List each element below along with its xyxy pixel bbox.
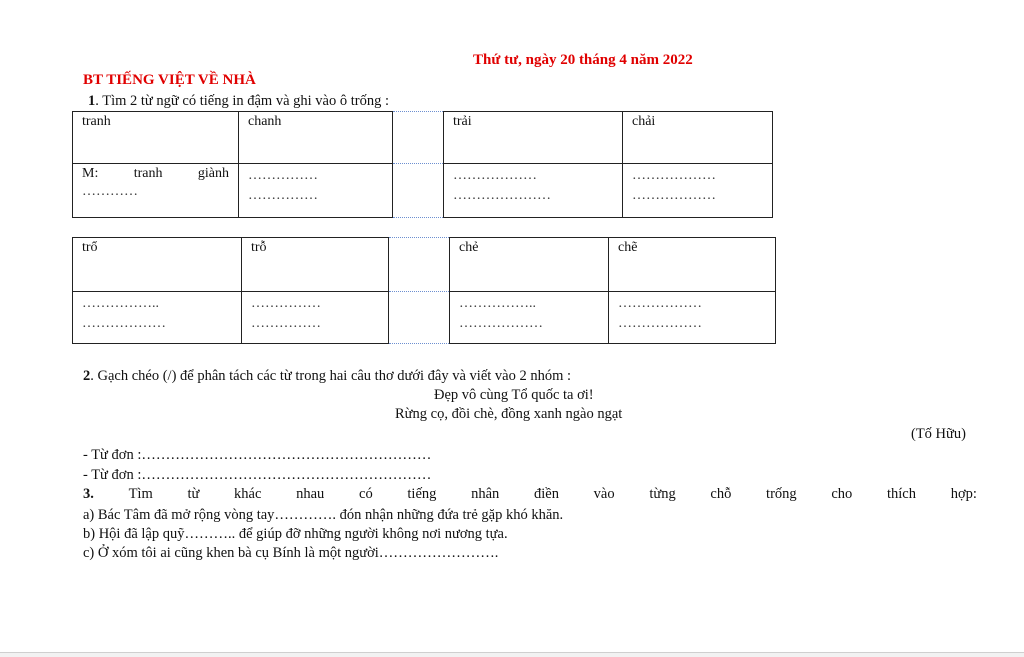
answer-blank[interactable]: ……………… — [453, 168, 537, 183]
table1-answer-cell — [623, 164, 773, 218]
poem-line-2: Rừng cọ, đồi chè, đồng xanh ngào ngạt — [395, 406, 623, 422]
table2-gap-cell — [389, 292, 450, 344]
table1-header-cell: chanh — [239, 112, 393, 164]
poem-line-1: Đẹp vô cùng Tổ quốc ta ơi! — [434, 387, 594, 403]
answer-blank[interactable]: ……………… — [618, 316, 702, 331]
question-3 — [83, 486, 977, 503]
question-1 — [88, 93, 389, 110]
table1-header-cell: tranh — [73, 112, 239, 164]
q3-word: trống — [766, 486, 797, 502]
answer-blank[interactable]: ……………… — [82, 316, 166, 331]
table2-answer-cell — [450, 292, 609, 344]
answer-blank[interactable]: …………… — [248, 168, 318, 183]
table1-answer-cell — [239, 164, 393, 218]
table2-header-cell: trỗ — [242, 238, 389, 292]
question-3a[interactable]: a) Bác Tâm đã mở rộng vòng tay…………. đón nhận những đứa trẻ gặp khó khăn. — [83, 507, 564, 523]
q3-word: cho — [831, 486, 853, 502]
q3-word: vào — [593, 486, 615, 502]
answer-blank[interactable]: ………… — [82, 184, 138, 199]
compound-word-line[interactable]: - Từ đơn :…………………………………………………… — [83, 467, 432, 483]
table1-gap-cell — [393, 164, 444, 218]
q3-word: Tìm — [128, 486, 153, 502]
q3-word: từng — [649, 486, 676, 502]
example-word: giành — [197, 166, 229, 181]
q3-word: có — [359, 486, 373, 502]
table1-example-cell — [73, 164, 239, 218]
q3-word: khác — [234, 486, 262, 502]
answer-blank[interactable]: …………….. — [82, 296, 159, 311]
q3-word: điền — [534, 486, 559, 502]
question-2-text: . Gạch chéo (/) để phân tách các từ trong hai câu thơ dưới đây và viết vào 2 nhóm : — [90, 368, 572, 384]
q3-word: thích — [887, 486, 916, 502]
single-word-line[interactable]: - Từ đơn :…………………………………………………… — [83, 447, 432, 463]
answer-blank[interactable]: …………… — [248, 188, 318, 203]
answer-blank[interactable]: ……………… — [632, 188, 716, 203]
question-2 — [83, 368, 571, 385]
table1-gap-cell — [393, 112, 444, 164]
table2-gap-cell — [389, 238, 450, 292]
question-3c[interactable]: c) Ở xóm tôi ai cũng khen bà cụ Bính là một người……………………. — [83, 545, 499, 561]
answer-blank[interactable]: …………… — [251, 296, 321, 311]
answer-blank[interactable]: …………….. — [459, 296, 536, 311]
table2-answer-cell — [242, 292, 389, 344]
q3-word: chỗ — [710, 486, 732, 502]
answer-blank[interactable]: ……………… — [618, 296, 702, 311]
answer-blank[interactable]: ……………… — [632, 168, 716, 183]
word-table-1 — [72, 111, 773, 218]
example-prefix: M: — [82, 166, 99, 181]
word-table-2 — [72, 237, 776, 344]
example-word: tranh — [133, 166, 163, 181]
answer-blank[interactable]: …………… — [251, 316, 321, 331]
table1-answer-cell — [444, 164, 623, 218]
homework-title: BT TIẾNG VIỆT VỀ NHÀ — [83, 72, 256, 88]
example-line — [82, 166, 229, 182]
q3-word: nhau — [296, 486, 325, 502]
poem-author: (Tố Hữu) — [911, 426, 966, 442]
q3-word: tiếng — [407, 486, 437, 502]
answer-blank[interactable]: ………………… — [453, 188, 551, 203]
q3-word: từ — [187, 486, 200, 502]
question-3b[interactable]: b) Hội đã lập quỹ……….. để giúp đỡ những người không nơi nương tựa. — [83, 526, 508, 542]
table1-header-cell: chải — [623, 112, 773, 164]
question-1-text: . Tìm 2 từ ngữ có tiếng in đậm và ghi vào ô trống : — [95, 93, 389, 109]
table2-header-cell: chẽ — [609, 238, 776, 292]
question-1-number: 1 — [88, 93, 96, 109]
question-2-number: 2 — [83, 368, 91, 384]
table2-answer-cell — [609, 292, 776, 344]
date-line: Thứ tư, ngày 20 tháng 4 năm 2022 — [473, 52, 693, 68]
table1-header-cell: trải — [444, 112, 623, 164]
q3-word: hợp: — [950, 486, 977, 502]
q3-word: nhân — [471, 486, 500, 502]
answer-blank[interactable]: ……………… — [459, 316, 543, 331]
table2-header-cell: trổ — [73, 238, 242, 292]
question-3-number: 3. — [83, 486, 94, 502]
table2-header-cell: chẻ — [450, 238, 609, 292]
table2-answer-cell — [73, 292, 242, 344]
